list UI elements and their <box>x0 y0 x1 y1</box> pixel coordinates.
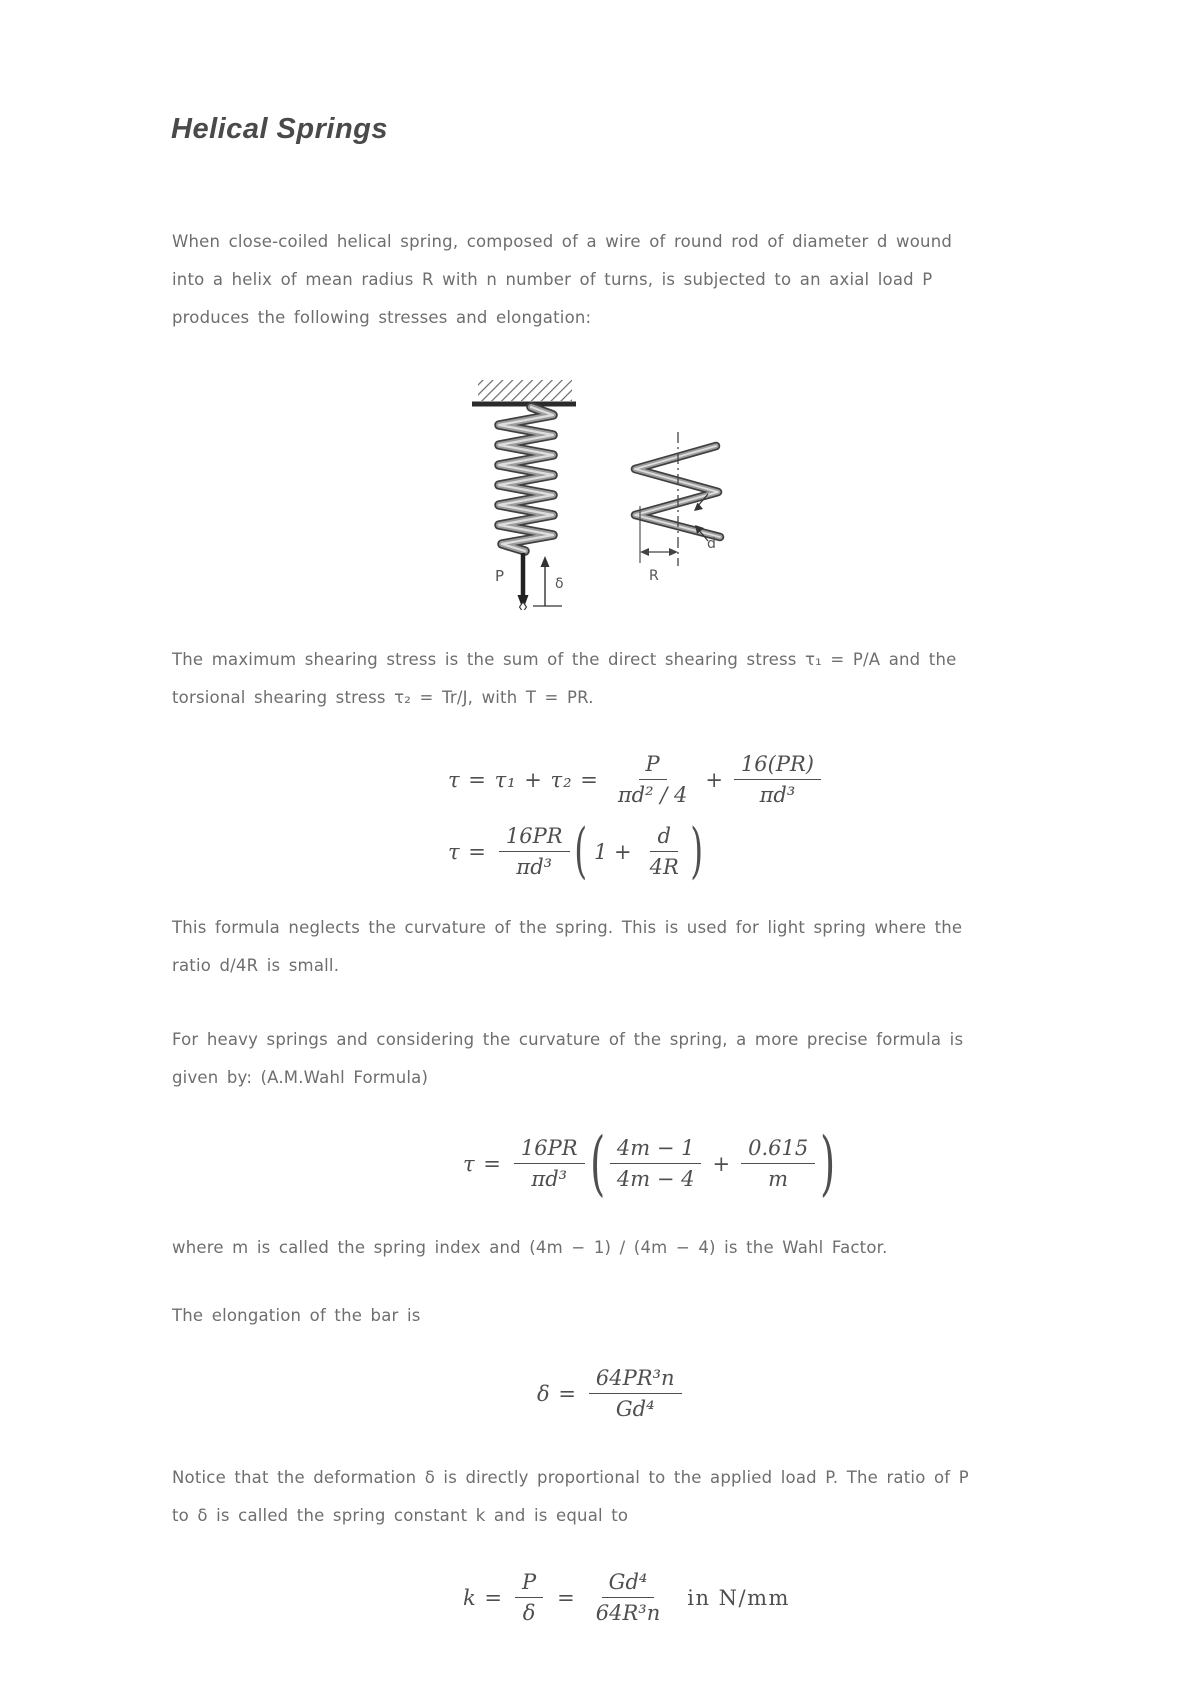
unit-label: in N/mm <box>687 1585 790 1610</box>
radius-label: R <box>649 568 659 584</box>
formula-lhs: k = <box>463 1585 503 1610</box>
fraction <box>515 1570 543 1625</box>
fraction <box>589 1570 667 1625</box>
formula-light-spring <box>448 816 703 886</box>
formula-lhs: τ = τ₁ + τ₂ = <box>448 767 599 792</box>
fraction-denominator: πd³ <box>759 783 796 807</box>
fraction-numerator: 4m − 1 <box>610 1136 702 1164</box>
formula-spring-constant <box>463 1570 790 1625</box>
fraction <box>610 1136 702 1191</box>
paragraph-elongation-intro <box>172 1296 1052 1334</box>
plus-operator: + <box>705 767 723 792</box>
fraction-numerator: P <box>515 1570 543 1598</box>
formula-lhs: δ = <box>537 1381 577 1406</box>
formula-shear-sum <box>448 752 825 807</box>
close-paren: ) <box>690 816 703 886</box>
fraction-numerator: 16PR <box>499 824 570 852</box>
open-paren: ( <box>589 1122 605 1204</box>
paragraph-line: where m is called the spring index and (4m − 1) / (4m − 4) is the Wahl Factor. <box>172 1237 888 1257</box>
formula-wahl <box>463 1122 837 1204</box>
fraction <box>734 752 821 807</box>
paragraph-intro <box>172 222 1052 336</box>
fraction <box>611 752 694 807</box>
paragraph-line: For heavy springs and considering the curvature of the spring, a more precise formula is <box>172 1029 964 1049</box>
paragraph-line: produces the following stresses and elongation: <box>172 307 592 327</box>
paragraph-line: The elongation of the bar is <box>172 1305 421 1325</box>
support-hatch <box>478 380 572 401</box>
fraction <box>643 824 686 879</box>
page-title: Helical Springs <box>171 113 389 146</box>
paragraph-line: to δ is called the spring constant k and is equal to <box>172 1505 629 1525</box>
fraction-numerator: d <box>650 824 677 852</box>
paragraph-line: torsional shearing stress τ₂ = Tr/J, with T = PR. <box>172 687 594 707</box>
fraction-numerator: Gd⁴ <box>602 1570 655 1598</box>
paragraph-line: ratio d/4R is small. <box>172 955 340 975</box>
fraction-denominator: 64R³n <box>595 1601 661 1625</box>
paragraph-line: into a helix of mean radius R with n number of turns, is subjected to an axial load P <box>172 269 933 289</box>
fraction-denominator: 4m − 4 <box>616 1167 695 1192</box>
fraction <box>741 1136 815 1191</box>
fraction <box>514 1136 585 1191</box>
fraction-denominator: m <box>768 1167 789 1192</box>
paragraph-notice <box>172 1458 1052 1534</box>
load-label: P <box>495 567 505 585</box>
fraction-denominator: πd³ <box>531 1167 568 1192</box>
paragraph-line: given by: (A.M.Wahl Formula) <box>172 1067 429 1087</box>
formula-lhs: τ = <box>448 839 487 864</box>
fraction-denominator: πd³ <box>516 855 553 879</box>
fraction-numerator: 0.615 <box>741 1136 815 1164</box>
paragraph-neglect <box>172 908 1052 984</box>
fraction-denominator: Gd⁴ <box>615 1397 655 1421</box>
paragraph-wahl-factor <box>172 1228 1052 1266</box>
open-paren: ( <box>573 816 587 886</box>
fraction-numerator: 64PR³n <box>589 1366 682 1394</box>
paragraph-max-shear <box>172 640 1052 716</box>
equals-operator: = <box>557 1585 575 1610</box>
left-spring-coil <box>499 407 553 551</box>
formula-lhs: τ = <box>463 1151 502 1176</box>
paragraph-line: The maximum shearing stress is the sum of the direct shearing stress τ₁ = P/A and the <box>172 649 957 669</box>
paragraph-heavy <box>172 1020 1052 1096</box>
inner-term: 1 + <box>593 839 632 864</box>
plus-operator: + <box>712 1151 731 1176</box>
formula-elongation <box>537 1366 686 1421</box>
paragraph-line: This formula neglects the curvature of the spring. This is used for light spring where the <box>172 917 963 937</box>
fraction-numerator: P <box>639 752 667 780</box>
wire-diameter-label: d <box>707 536 716 552</box>
spring-diagram <box>435 348 745 610</box>
fraction <box>589 1366 682 1421</box>
fraction-denominator: δ <box>522 1601 536 1625</box>
fraction-denominator: 4R <box>649 855 679 879</box>
fraction-numerator: 16PR <box>514 1136 585 1164</box>
fraction-denominator: πd² / 4 <box>617 783 688 807</box>
paragraph-line: Notice that the deformation δ is directly proportional to the applied load P. The ratio of P <box>172 1467 969 1487</box>
fraction <box>499 824 570 879</box>
close-paren: ) <box>820 1122 836 1204</box>
fraction-numerator: 16(PR) <box>734 752 821 780</box>
paragraph-line: When close-coiled helical spring, composed of a wire of round rod of diameter d wound <box>172 231 953 251</box>
deflection-label: δ <box>555 576 564 592</box>
